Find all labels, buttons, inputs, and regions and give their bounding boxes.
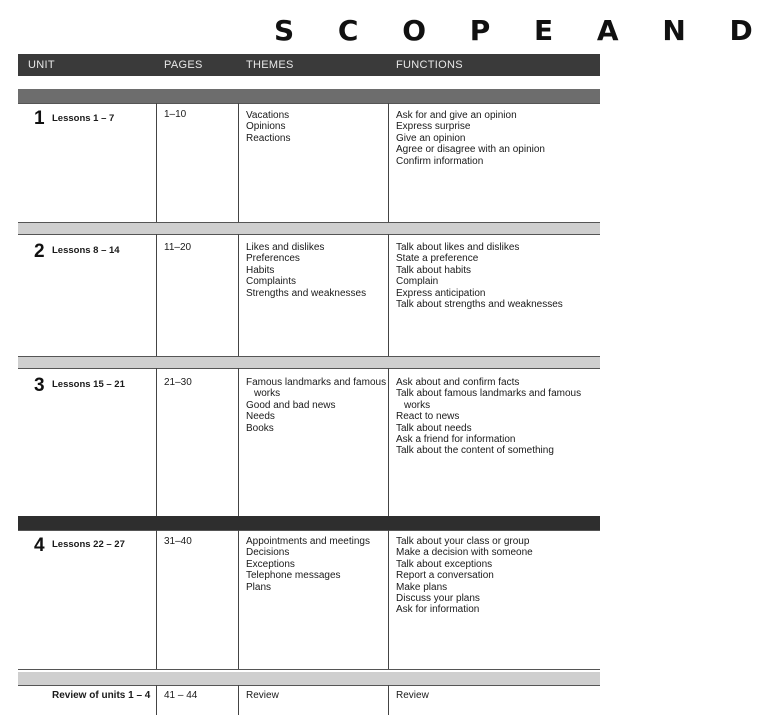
header-themes: THEMES [246, 59, 294, 71]
unit-functions: Talk about likes and dislikes State a preference Talk about habits Complain Express anticipation Talk about strengths and weaknesses [396, 242, 563, 311]
unit-functions: Ask for and give an opinion Express surprise Give an opinion Agree or disagree with an opinion Confirm information [396, 110, 545, 167]
separator-band [18, 222, 600, 234]
review-label: Review of units 1 – 4 [52, 690, 151, 701]
unit-lessons: Lessons 1 – 7 [52, 113, 115, 124]
review-themes: Review [246, 690, 279, 701]
unit-pages: 21–30 [164, 377, 192, 388]
header-pages: PAGES [164, 59, 203, 71]
review-pages: 41 – 44 [164, 690, 198, 701]
unit-number: 4 [34, 535, 45, 556]
review-functions: Review [396, 690, 429, 701]
unit-number: 3 [34, 375, 45, 396]
unit-functions: Talk about your class or group Make a decision with someone Talk about exceptions Report a conversation Make plans Discuss your plans Ask for information [396, 536, 533, 616]
unit-lessons: Lessons 15 – 21 [52, 379, 125, 390]
unit-themes: Famous landmarks and famous works Good and bad news Needs Books [246, 377, 387, 434]
unit-functions: Ask about and confirm facts Talk about famous landmarks and famous works React to news Talk about needs Ask a friend for information Talk about the content of something [396, 377, 582, 457]
unit-themes: Vacations Opinions Reactions [246, 110, 291, 144]
header-unit: UNIT [28, 59, 55, 71]
unit-lessons: Lessons 22 – 27 [52, 539, 125, 550]
unit-pages: 31–40 [164, 536, 192, 547]
unit-pages: 11–20 [164, 242, 192, 253]
separator-band [18, 516, 600, 530]
header-functions: FUNCTIONS [396, 59, 463, 71]
unit-pages: 1–10 [164, 109, 187, 120]
separator-band [18, 89, 600, 103]
unit-number: 2 [34, 241, 45, 262]
unit-themes: Appointments and meetings Decisions Exceptions Telephone messages Plans [246, 536, 370, 593]
unit-lessons: Lessons 8 – 14 [52, 245, 120, 256]
table-header [18, 54, 600, 76]
separator-band [18, 356, 600, 368]
unit-themes: Likes and dislikes Preferences Habits Complaints Strengths and weaknesses [246, 242, 367, 299]
separator-band [18, 672, 600, 685]
page-title: S C O P E A N D [274, 14, 770, 47]
unit-number: 1 [34, 108, 45, 129]
